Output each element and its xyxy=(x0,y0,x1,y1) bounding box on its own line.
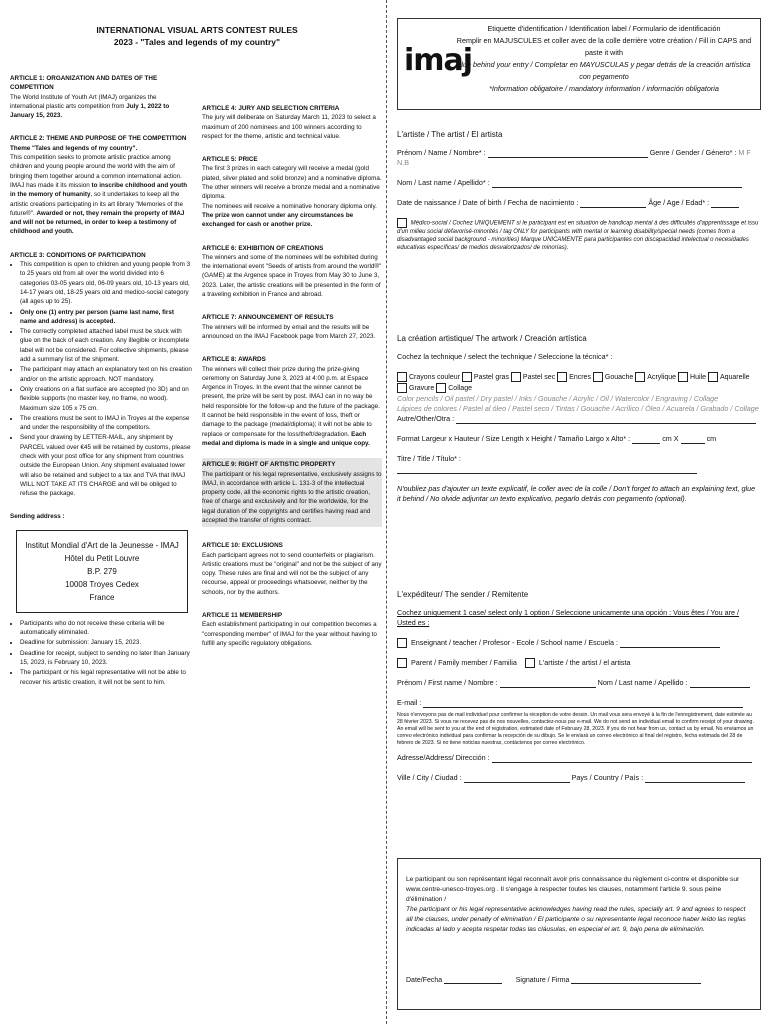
self-checkbox[interactable] xyxy=(525,658,535,668)
article-2-text: This competition seeks to promote artistic practice among children and young people around the world with the aim of bringing them together around a common international action. IMAJ has made it its mission to inscribe childhood and youth in the memory of humanity, so it undertakes to keep all the artistic creations participating in its art library "Memories of the future®". Awarded or not, they remain the property of IMAJ and will not be returned, in order to keep a testimony of childhood and youth. xyxy=(10,154,188,236)
lastname-row xyxy=(397,178,759,188)
article-3-heading: ARTICLE 3: CONDITIONS OF PARTICIPATION xyxy=(10,251,146,259)
sending-address-box xyxy=(16,530,188,613)
other-row xyxy=(397,414,759,424)
gender-options[interactable]: M F N.B xyxy=(397,148,751,167)
format-width-field[interactable] xyxy=(632,443,660,444)
sender-lastname-label: Nom / Last name / Apellido : xyxy=(597,678,688,688)
teacher-checkbox[interactable] xyxy=(397,638,407,648)
lastname-label: Nom / Last name / Apellido* : xyxy=(397,178,490,187)
article-11-heading: ARTICLE 11 MEMBERSHIP xyxy=(202,612,283,620)
address-line: B.P. 279 xyxy=(87,566,117,576)
rules-subtitle: 2023 - "Tales and legends of my country" xyxy=(113,37,281,47)
list-item: • Send your drawing by LETTER-MAIL, any shipment by PARCEL valued over €45 will be retained by customs, please check with your post office for any shipment from countries outside the European Union. Any shipment evaluated lower will also be retained and subject to a tax and TVA that IMAJ WILL NOT TAKE AT ITS CHARGE and will be obliged to refuse the package. xyxy=(20,433,192,498)
dob-field[interactable] xyxy=(580,207,646,208)
technique-label: Pastel gras xyxy=(473,373,509,381)
list-item: • Participants who do not receive these criteria will be automatically eliminated. xyxy=(20,619,192,638)
list-item: • This competition is open to children and young people from 3 to 25 years old from all over the world divided into 6 categories 03-05 years old, 06-09 years old, 10-13 years old, 14-17 years old, 18-25 years old and medico-social category (all ages up to 25). xyxy=(20,260,192,306)
teacher-label: Enseignant / teacher / Profesor - Ecole / School name / Escuela : xyxy=(411,638,618,647)
article-5-text-3: The prize won cannot under any circumstances be exchanged for cash or another prize. xyxy=(202,211,354,229)
artist-section-title: L'artiste / The artist / El artista xyxy=(397,130,503,139)
label-instructions xyxy=(454,23,754,95)
article-5-text-2: The nominees will receive a nominative honorary diploma only. xyxy=(202,202,377,210)
article-9-block xyxy=(202,458,382,527)
article-8-heading: ARTICLE 8: AWARDS xyxy=(202,356,266,364)
email-label: E-mail : xyxy=(397,698,422,708)
sending-address-heading: Sending address : xyxy=(10,513,65,521)
technique-spanish: Lápices de colores / Pastel al óleo / Pastel seco / Tintas / Gouache / Acrílico / Óleo / Acuarela / Grabado / Collage xyxy=(397,403,759,413)
technique-label: Encres xyxy=(569,373,591,381)
article-11-text: Each establishment participating in our competition becomes a "corresponding member" of IMAJ for the year without having to fulfill any specific regulatory obligations. xyxy=(202,621,377,647)
technique-options xyxy=(397,372,759,394)
format-height-field[interactable] xyxy=(681,443,705,444)
format-label: Format Largeur x Hauteur / Size Length x Height / Tamaño Largo x Alto* : xyxy=(397,433,631,443)
rules-title: INTERNATIONAL VISUAL ARTS CONTEST RULES xyxy=(96,25,298,35)
address-label: Adresse/Address/ Dirección : xyxy=(397,753,490,763)
age-label: Âge / Age / Edad* : xyxy=(648,198,710,207)
parent-label: Parent / Family member / Familia xyxy=(411,658,517,668)
date-field[interactable] xyxy=(444,983,502,984)
technique-checkbox[interactable] xyxy=(593,372,603,382)
technique-label: Huile xyxy=(690,373,706,381)
technique-english: Color pencils / Oil pastel / Dry pastel / Inks / Gouache / Acrylic / Oil / Watercolor / Engraving / Collage xyxy=(397,393,719,403)
imaj-logo: imaj xyxy=(404,43,473,78)
sender-question: Cochez uniquement 1 case/ select only 1 option / Seleccione unicamente una opción : Vous êtes / You are / Usted es : xyxy=(397,608,740,627)
explain-note: N'oubliez pas d'ajouter un texte explicatif, le coller avec de la colle / Don't forget to attach an explaining text, glue it behind / No olvide adjuntar un texto explicativo, pegarlo detrás con pegamento (optional). xyxy=(397,483,756,503)
consent-en: The participant or his legal representative acknowledges having read the rules, specially art. 9 and agrees to respect all the clauses, under penalty of elimination / El participante o su representante legal reconoce haber leído las reglas indicadas al lado y acepta respetar todas las cláusulas, en especial el art. 9, bajo pena de eliminación. xyxy=(406,906,746,933)
article-9-heading: ARTICLE 9: RIGHT OF ARTISTIC PROPERTY xyxy=(202,461,336,469)
dob-label: Date de naissance / Date of birth / Fecha de nacimiento : xyxy=(397,198,579,207)
other-field[interactable] xyxy=(456,423,756,424)
artwork-section-title: La création artistique/ The artwork / Creación artística xyxy=(397,334,587,343)
medico-social-text: Médico-social / Cochez UNIQUEMENT si le participant est en situation de handicap mental à des difficultés d'apprentissage et issu d'un milieu social défavorisé-minorités / tag ONLY for participants with mental or learning disability/special needs (comes from a disadvantaged social background - minorities) Marque UNICAMENTE para participantes con discapacidad intelectual o necesidades educativas específicas/ de medios desvalorizados/ de minorías). xyxy=(397,220,759,251)
address-line: Institut Mondial d'Art de la Jeunesse - IMAJ xyxy=(25,540,179,550)
article-4-text: The jury will deliberate on Saturday March 11, 2023 to select a maximum of 200 nominees and 100 winners according to respect for the theme, artistic and technical value. xyxy=(202,114,376,140)
rules-column-1 xyxy=(10,74,192,688)
label-line: glue behind your entry / Completar en MAYUSCULAS y pegar detrás de la creación artística con pegamento xyxy=(457,60,751,81)
firstname-row xyxy=(397,148,759,168)
sender-name-row xyxy=(397,678,759,688)
address-line: France xyxy=(89,592,115,602)
label-line: Etiquette d'identification / Identification label / Formulario de identificación xyxy=(487,24,721,33)
school-field[interactable] xyxy=(620,647,720,648)
address-row xyxy=(397,753,759,763)
list-item: • Only one (1) entry per person (same last name, first name and address) is accepted. xyxy=(20,308,192,327)
dob-row xyxy=(397,198,759,208)
technique-label: Aquarelle xyxy=(719,373,750,381)
email-field[interactable] xyxy=(423,707,743,708)
technique-label: Collage xyxy=(448,384,472,392)
list-item: • The creations must be sent to IMAJ in Troyes at the expense and under the responsibility of the competitors. xyxy=(20,414,192,433)
technique-checkbox[interactable] xyxy=(557,372,567,382)
signature-row xyxy=(406,977,701,984)
label-line: Remplir en MAJUSCULES et coller avec de la colle derrière votre création / Fill in CAPS and paste it with xyxy=(456,36,752,57)
list-item: • The correctly completed attached label must be stuck with glue on the back of each creation. Any illegible or incomplete label will not be considered. For collective shipments, please add a summary list of the shipment. xyxy=(20,327,192,364)
city-row xyxy=(397,773,759,783)
signature-field[interactable] xyxy=(571,983,701,984)
article-2-heading: ARTICLE 2: THEME AND PURPOSE OF THE COMPETITION xyxy=(10,135,187,143)
sender-section-title: L'expéditeur/ The sender / Remitente xyxy=(397,590,529,599)
signature-label: Signature / Firma xyxy=(515,977,570,984)
technique-label: Pastel sec xyxy=(522,373,556,381)
city-field[interactable] xyxy=(464,782,570,783)
list-item: • Only creations on a flat surface are accepted (no 3D) and on flexible supports (no master key, no frame, no wood). Maximum size 105 x 75 cm. xyxy=(20,385,192,413)
email-note: Nous n'envoyons pas de mail individuel pour confirmer la réception de votre dessin. Un mail vous sera envoyé à la fin de l'enregistrement, date estimée au 28 février 2023. Si vous ne recevez pas de nos nouvelles, contactez-nous par e-mail. We do not send an individual email to confirm receipt of your drawing. An email will be sent to you at the end of registration, estimated date of February 28, 2023. If you do not hear from us, contact us by email. No enviamos un correo electrónico individual para confirmar la recepción de su dibujo. Se le enviará un correo electrónico al final del registro, fecha estimada del 28 de febrero de 2023. Si no tiene noticias nuestras, contáctenos por correo electrónico. xyxy=(397,712,754,747)
technique-question: Cochez la technique / select the technique / Seleccione la técnica* : xyxy=(397,352,613,361)
consent-box xyxy=(397,858,761,1010)
medico-social-row xyxy=(397,218,759,252)
firstname-field[interactable] xyxy=(488,157,648,158)
technique-checkbox[interactable] xyxy=(462,372,472,382)
rules-header xyxy=(8,24,386,48)
parent-checkbox[interactable] xyxy=(397,658,407,668)
self-label: L'artiste / the artist / el artista xyxy=(538,658,631,668)
country-label: Pays / Country / País : xyxy=(571,773,644,783)
article-2-theme: Theme "Tales and legends of my country". xyxy=(10,144,138,152)
artwork-title-field[interactable] xyxy=(397,473,697,474)
sender-firstname-label: Prénom / First name / Nombre : xyxy=(397,678,498,688)
consent-text xyxy=(398,859,760,935)
label-line: *Information obligatoire / mandatory information / información obligatoria xyxy=(489,84,719,93)
address-field[interactable] xyxy=(492,762,752,763)
artist-section xyxy=(397,130,759,252)
article-8-text: The winners will collect their prize during the prize-giving ceremony on Saturday June 3, 2023 at 4:00 p.m. at Espace Argence in Troyes. In the event that the winner cannot be present, the prize will be sent by post. IMAJ can in no way be held responsible for the follow-up and the future of the package. It cannot be held responsible in the event of loss, theft or damage to the package (medal/diploma); it will not be able to replace or compensate for the loss/theft/degradation. Each medal and diploma is made in a single and unique copy. xyxy=(202,365,380,447)
technique-checkbox[interactable] xyxy=(397,372,407,382)
list-item: • The participant or his legal representative will not be able to recover his artistic creation, it will not be sent to him. xyxy=(20,668,192,687)
final-conditions-list xyxy=(10,619,192,687)
address-line: Hôtel du Petit Louvre xyxy=(64,553,140,563)
sender-firstname-field[interactable] xyxy=(500,687,596,688)
article-6-text: The winners and some of the nominees will be exhibited during the international event "Seeds of artists from around the world®" (GAME) at the Argence space in Troyes from May 30 to June 3, 2023. Later, the artistic creations will be presented in the form of a traveling exhibition in France and abroad. xyxy=(202,253,382,299)
sender-section xyxy=(397,590,759,783)
article-4-heading: ARTICLE 4: JURY AND SELECTION CRITERIA xyxy=(202,105,340,112)
sender-lastname-field[interactable] xyxy=(690,687,750,688)
article-7-text: The winners will be informed by email and the results will be announced on the IMAJ Facebook page from March 27, 2023. xyxy=(202,323,376,340)
article-3-list xyxy=(10,260,192,498)
city-label: Ville / City / Ciudad : xyxy=(397,773,462,783)
format-unit: cm xyxy=(706,433,717,443)
email-row xyxy=(397,698,759,708)
article-9-text: The participant or his legal representative, exclusively assigns to IMAJ, in accordance with article L. 131-3 of the intellectual property code, all the economic rights to the artistic creation, free of charge and exclusively and for the worldwide, for the legal duration of the copyrights and certifies having read and accepted the transfer of rights contract. xyxy=(202,470,382,524)
lastname-field[interactable] xyxy=(492,187,742,188)
relation-row xyxy=(397,658,759,668)
fold-divider xyxy=(386,0,387,1024)
teacher-row xyxy=(397,638,759,648)
technique-checkbox[interactable] xyxy=(511,372,521,382)
technique-label: Gravure xyxy=(409,384,435,392)
artwork-title-label: Titre / Title / Título* : xyxy=(397,453,461,463)
technique-label: Acrylique xyxy=(647,373,677,381)
technique-checkbox[interactable] xyxy=(397,383,407,393)
medico-social-checkbox[interactable] xyxy=(397,218,407,228)
other-label: Autre/Other/Otra : xyxy=(397,413,455,423)
technique-checkbox[interactable] xyxy=(635,372,645,382)
technique-checkbox[interactable] xyxy=(678,372,688,382)
list-item: • Deadline for submission: January 15, 2023. xyxy=(20,638,192,647)
age-field[interactable] xyxy=(711,207,739,208)
format-unit: cm X xyxy=(662,433,679,443)
gender-label: Genre / Gender / Género* : xyxy=(649,148,737,157)
firstname-label: Prénom / Name / Nombre* : xyxy=(397,148,486,157)
address-line: 10008 Troyes Cedex xyxy=(65,579,139,589)
article-10-text: Each participant agrees not to send counterfeits or plagiarism. Artistic creations must be "original" and not be the subject of any copy. These rules are final and will not be the subject of any recourse, appeal or proceedings whatsoever, neither by the schools, nor by the authors. xyxy=(202,551,382,596)
article-5-text: The first 3 prizes in each category will receive a medal (gold plated, silver plated and solid bronze) and a nominative diploma. The other winners will receive a bronze medal and a nominative diploma. xyxy=(202,165,382,201)
consent-fr: Le participant ou son représentant légal reconnaît avoir pris connaissance du règlement ci-contre et disponible sur www.centre-unesco-troyes.org . Il s'engage à respecter toutes les clauses, notamment l'article 9. sous peine d'élimination / xyxy=(406,876,740,903)
rules-column-2 xyxy=(202,104,382,648)
technique-checkbox[interactable] xyxy=(708,372,718,382)
article-5-heading: ARTICLE 5: PRICE xyxy=(202,156,258,164)
country-field[interactable] xyxy=(645,782,745,783)
title-row xyxy=(397,454,759,474)
date-label: Date/Fecha xyxy=(406,977,443,984)
label-header-box xyxy=(397,18,761,110)
technique-label: Crayons couleur xyxy=(409,373,460,381)
article-7-heading: ARTICLE 7: ANNOUNCEMENT OF RESULTS xyxy=(202,314,334,322)
list-item: • The participant may attach an explanatory text on his creation and/or on the artistic approach. NOT mandatory. xyxy=(20,365,192,384)
article-6-heading: ARTICLE 6: EXHIBITION OF CREATIONS xyxy=(202,244,324,252)
artwork-section xyxy=(397,334,759,504)
article-1-heading: ARTICLE 1: ORGANIZATION AND DATES OF THE COMPETITION xyxy=(10,75,158,92)
technique-checkbox[interactable] xyxy=(436,383,446,393)
article-1-text: The World Institute of Youth Art (IMAJ) organizes the international plastic arts competition from July 1, 2022 to January 15, 2023. xyxy=(10,93,170,120)
article-10-heading: ARTICLE 10: EXCLUSIONS xyxy=(202,542,283,550)
format-row xyxy=(397,434,759,444)
technique-label: Gouache xyxy=(604,373,634,381)
list-item: • Deadline for receipt, subject to sending no later than January 15, 2023, is February 10, 2023. xyxy=(20,649,192,668)
